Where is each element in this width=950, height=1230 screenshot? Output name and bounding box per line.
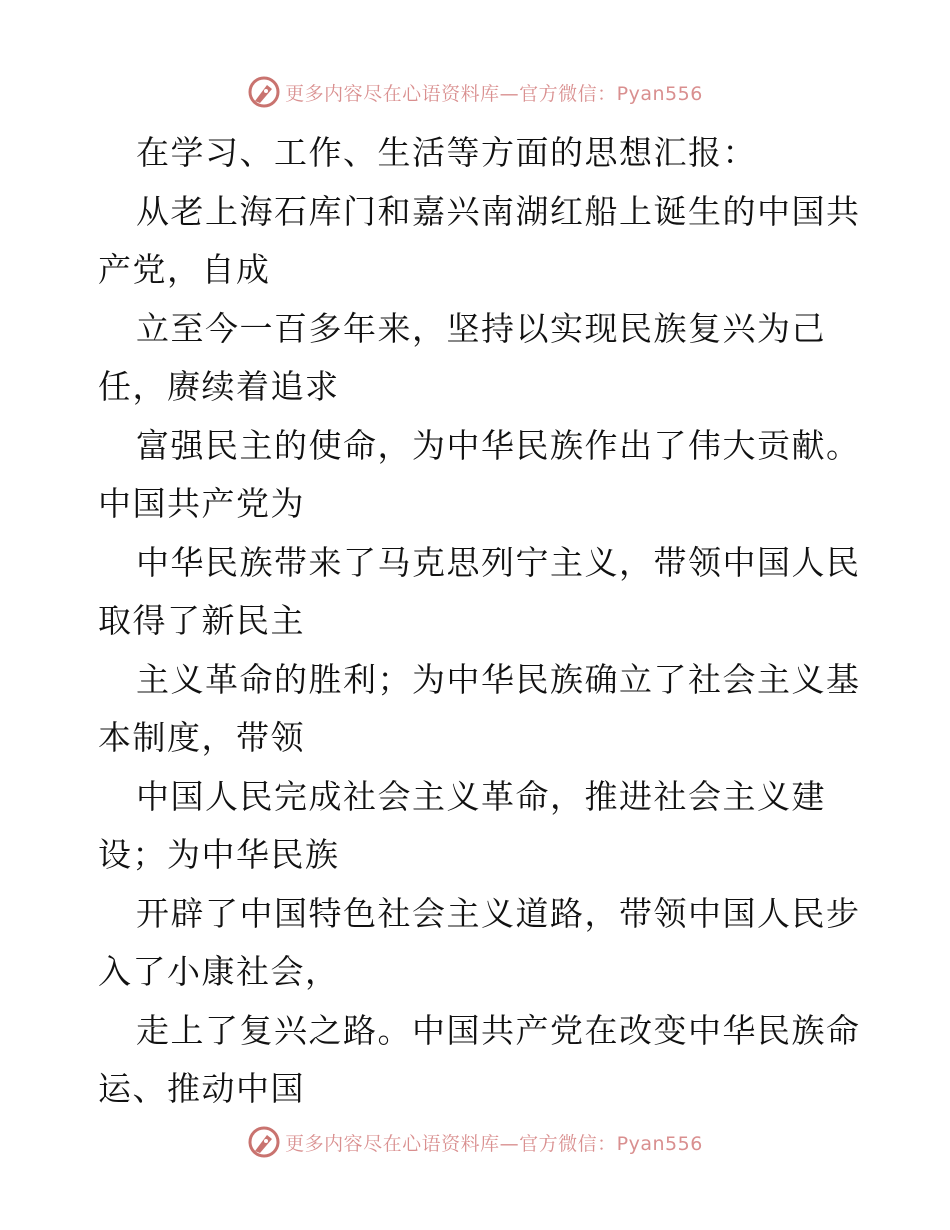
text-line: 任，赓续着追求	[98, 367, 340, 406]
text-line: 主义革命的胜利；为中华民族确立了社会主义基	[136, 659, 861, 699]
footer-watermark	[0, 1122, 950, 1162]
text-line: 开辟了中国特色社会主义道路，带领中国人民步	[136, 893, 861, 933]
text-line: 走上了复兴之路。中国共产党在改变中华民族命	[136, 1010, 861, 1050]
text-line: 本制度，带领	[98, 718, 305, 757]
watermark-text: 更多内容尽在心语资料库—官方微信：Pyan556	[285, 1132, 703, 1155]
text-line: 富强民主的使命，为中华民族作出了伟大贡献。	[136, 425, 861, 465]
text-line: 立至今一百多年来，坚持以实现民族复兴为己	[136, 308, 826, 348]
text-line: 中国共产党为	[98, 484, 305, 523]
text-line: 中国人民完成社会主义革命，推进社会主义建	[136, 776, 826, 816]
text-line: 在学习、工作、生活等方面的思想汇报：	[136, 133, 757, 172]
text-line: 运、推动中国	[98, 1069, 305, 1108]
text-line: 产党，自成	[98, 250, 271, 289]
header-watermark	[0, 72, 950, 112]
document-body	[98, 124, 861, 1119]
text-line: 设；为中华民族	[98, 835, 340, 874]
watermark-text: 更多内容尽在心语资料库—官方微信：Pyan556	[285, 82, 703, 105]
text-line: 取得了新民主	[98, 601, 305, 640]
text-line: 从老上海石库门和嘉兴南湖红船上诞生的中国共	[136, 191, 861, 231]
pen-nib-logo-icon	[247, 75, 281, 109]
text-line: 入了小康社会，	[98, 952, 340, 991]
pen-nib-logo-icon	[247, 1125, 281, 1159]
text-line: 中华民族带来了马克思列宁主义，带领中国人民	[136, 542, 861, 582]
